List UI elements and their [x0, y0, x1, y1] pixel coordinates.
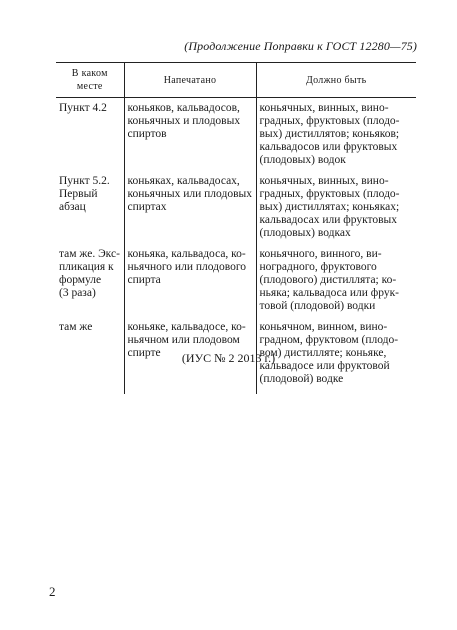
amendment-table: [56, 62, 416, 394]
column-header-should-be: Должно быть: [256, 63, 416, 98]
cell-line: градном, фруктовом (плодо-: [259, 334, 399, 346]
cell-line: коньячного, винного, ви-: [259, 248, 382, 260]
column-header-printed: Напечатано: [124, 63, 256, 98]
cell-printed: [124, 98, 256, 176]
table-header-row: [56, 63, 416, 98]
cell-place: [56, 248, 124, 321]
cell-line: (плодового) дистиллята; ко-: [259, 274, 397, 286]
cell-line: кальвадосах или фруктовых: [259, 214, 398, 226]
cell-line: спирта: [127, 274, 161, 286]
cell-line: градных, фруктовых (плодо-: [259, 188, 400, 200]
cell-line: коньяка, кальвадоса, ко-: [127, 248, 246, 260]
cell-printed: [124, 248, 256, 321]
cell-line: пликация к: [59, 261, 114, 273]
cell-line: (плодовой) водке: [259, 373, 344, 385]
cell-line: там же. Экс-: [59, 248, 120, 260]
document-header: (Продолжение Поправки к ГОСТ 12280—75): [184, 39, 417, 53]
cell-line: (плодовых) водок: [259, 154, 346, 166]
cell-line: коньячных и плодовых: [127, 115, 241, 127]
cell-line: вых) дистиллятов; коньяков;: [259, 128, 400, 140]
cell-line: формуле: [59, 274, 102, 286]
cell-line: ньячном или плодовом: [127, 334, 240, 346]
cell-line: (3 раза): [59, 287, 96, 299]
cell-line: спиртов: [127, 128, 167, 140]
cell-line: коньячных, винных, вино-: [259, 175, 389, 187]
cell-line: вых) дистиллятах; коньяках;: [259, 201, 400, 213]
cell-line: кальвадосов или фруктовых: [259, 141, 398, 153]
cell-line: коньяке, кальвадосе, ко-: [127, 321, 246, 333]
cell-line: ньячного или плодового: [127, 261, 247, 273]
cell-line: Пункт 5.2.: [59, 175, 110, 187]
cell-line: спирте: [127, 347, 161, 359]
cell-line: Пункт 4.2: [59, 102, 107, 114]
cell-line: коньячном, винном, вино-: [259, 321, 388, 333]
cell-should-be: [256, 175, 416, 248]
cell-line: коньяках, кальвадосах,: [127, 175, 240, 187]
cell-line: товой (плодовой) водки: [259, 300, 376, 312]
cell-line: коньячных или плодовых: [127, 188, 252, 200]
cell-line: Первый абзац: [59, 188, 98, 213]
cell-line: спиртах: [127, 201, 167, 213]
table-row: [56, 175, 416, 248]
cell-line: кальвадосе или фруктовой: [259, 360, 390, 372]
table-row: [56, 248, 416, 321]
cell-place: [56, 175, 124, 248]
table-row: [56, 98, 416, 176]
page-number: 2: [49, 584, 56, 599]
cell-line: ньяка; кальвадоса или фрук-: [259, 287, 400, 299]
cell-line: (плодовых) водках: [259, 227, 351, 239]
cell-place: [56, 98, 124, 176]
cell-should-be: [256, 98, 416, 176]
cell-should-be: [256, 248, 416, 321]
cell-line: коньяков, кальвадосов,: [127, 102, 240, 114]
cell-line: там же: [59, 321, 93, 333]
footer-note: (ИУС № 2 2013 г.): [181, 351, 276, 365]
cell-printed: [124, 175, 256, 248]
cell-line: вом) дистилляте; коньяке,: [259, 347, 387, 359]
cell-line: ноградного, фруктового: [259, 261, 377, 273]
cell-line: коньячных, винных, вино-: [259, 102, 389, 114]
cell-line: градных, фруктовых (плодо-: [259, 115, 400, 127]
column-header-place: В каком месте: [56, 63, 124, 98]
